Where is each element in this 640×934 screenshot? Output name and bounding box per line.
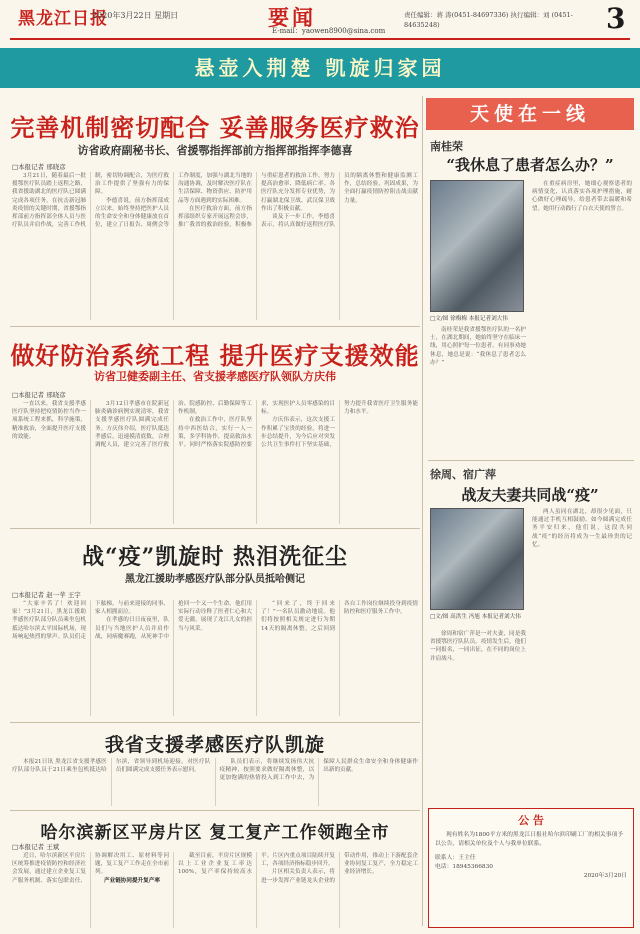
article1-byline: □本报记者 邢晓彦: [12, 163, 66, 171]
paragraph: 在重症病房里，她细心观察患者的病情变化，认真落实各项护理措施，耐心做好心理疏导，给患者带去温暖和希望。她用行动践行了白衣天使的誓言。: [532, 181, 632, 212]
paragraph: 一直以来，我省支援孝感医疗队坚持把疫情防控当作一项系统工程来抓，科学施策，精准救治，全面提升医疗支援的效能。: [12, 401, 86, 440]
paragraph: 南桂荣是我省援鄂医疗队的一名护士，在湖北期间，她始终坚守在临床一线，用心照护每一位患者。有同事劝她休息，她总是说：“我休息了患者怎么办？”: [430, 327, 526, 366]
section-divider: [428, 460, 634, 461]
paragraph: 截至目前，平房片区规模以上工业企业复工率达100%，复产率保持较高水平。片区内重点项目陆续开复工，各项经济指标稳步回升。: [178, 853, 335, 876]
paragraph: 近日，哈尔滨新区平房片区统筹推进疫情防控和经济社会发展，通过建立企业复工复产服务机制、落实包联责任、协调解决用工、原材料等问题，复工复产工作走在全市前列。: [12, 853, 169, 884]
notice-title: 公 告: [518, 814, 544, 827]
paragraph: 在救治工作中，医疗队坚持中西医结合，实行一人一策，多学科协作，提高救治水平。同时严格落实院感防控要求，实现医护人员零感染的目标。: [178, 401, 335, 449]
story2-caption: □文/图 高洪生 冯旭 本报记者刘大伟: [430, 614, 521, 620]
paragraph: 李德喜说，前方指挥部成立以来，始终坚持把医护人员的生命安全和身体健康放在首位，建立了日报告、周例会等工作制度，加强与湖北当地的沟通协调，及时解决医疗队在生活保障、物资供应、防护用品等方面遇到的实际困难。: [95, 173, 252, 229]
article2-byline: □本报记者 邢晓彦: [12, 391, 66, 399]
page-number: 3: [606, 2, 626, 35]
article1-subtitle: 访省政府副秘书长、省援鄂指挥部前方指挥部指挥李德喜: [77, 144, 353, 157]
paragraph: 徐周和宿广萍是一对夫妻，同是我省援鄂医疗队队员。疫情发生后，他们一同报名，一同出征，在不同的岗位上并肩战斗。: [430, 631, 526, 662]
article5-title: 哈尔滨新区平房片区 复工复产工作领跑全市: [40, 823, 390, 843]
article1-title: 完善机制密切配合 妥善服务医疗救治: [10, 113, 420, 142]
editor-credits: 责任编辑：蒋 涛(0451-84697336) 执行编辑：刘 (0451-84635248): [404, 11, 573, 29]
section-divider: [10, 326, 420, 327]
notice-body: 现有姓名为1800平方米的黑龙江日报社哈尔滨印刷工厂的相关事项予以公告，请相关单位及个人与我单位联系。: [435, 832, 624, 847]
story2-body-right: [532, 508, 632, 800]
section-divider: [10, 722, 420, 723]
issue-date: 2020年3月22日 星期日: [92, 11, 179, 20]
section-divider: [10, 810, 420, 811]
article5-body: [12, 852, 418, 928]
masthead: [0, 0, 640, 36]
story1-kicker: 南桂荣: [430, 140, 463, 153]
article3-byline: □本报记者 赵一苹 王宇: [12, 591, 81, 599]
column-rule: [422, 96, 423, 926]
article3-title: 战“疫”凯旋时 热泪洗征尘: [82, 544, 348, 570]
story1-title: “我休息了患者怎么办？”: [446, 156, 614, 174]
paragraph: 3月12日孝感市在院新冠肺炎确诊病例实现清零，我省支援孝感医疗队圆满完成任务。方庆伟介绍，医疗队抵达孝感后，迅速摸清底数，合理调配人员，建立完善了医疗救治、院感防控、后勤保障等工作机制。: [95, 401, 252, 449]
article4-title: 我省支援孝感医疗队凯旋: [104, 734, 325, 756]
story1-caption: □文/图 徐梅梅 本报记者刘大伟: [430, 316, 508, 322]
paragraph: “回来了，终于回来了！”一名队员激动地说。他们将按照相关规定进行为期14天的隔离休整，之后回到各自工作岗位继续投身到疫情防控和医疗服务工作中。: [261, 601, 418, 632]
story2-title: 战友夫妻共同战“疫”: [461, 486, 599, 504]
paragraph: 两人虽同在湖北，却很少见面，只能通过手机互相鼓励。如今圆满完成任务平安归来，他们说，这段共同战“疫”的经历将成为一生最珍贵的记忆。: [532, 509, 632, 548]
article2-subtitle: 访省卫健委副主任、省支援孝感医疗队领队方庆伟: [94, 370, 336, 383]
story2-kicker: 徐周、宿广萍: [430, 468, 496, 481]
banner-headline: 悬壶入荆楚 凯旋归家园: [194, 56, 446, 80]
paragraph: 片区相关负责人表示，将进一步发挥产业链龙头企业的带动作用，推动上下游配套企业协同复工复产，全力稳定工业经济增长。: [261, 853, 418, 884]
story1-body-right: [532, 180, 632, 456]
article4-body: [12, 758, 418, 806]
article3-subtitle: 黑龙江援助孝感医疗队部分队员抵哈侧记: [125, 574, 305, 585]
section-email: E-mail：yaowen8900@sina.com: [272, 27, 386, 35]
masthead-rule: [10, 38, 630, 40]
notice-phone: 电话：18945366830: [435, 864, 493, 870]
story1-body-left: [430, 326, 526, 456]
story2-body-left: [430, 630, 526, 800]
paragraph: 在医疗救治方面，前方指挥部组织专家开展远程会诊，推广我省的救治经验，积极参与重症患者的救治工作，努力提高治愈率、降低病亡率。各医疗队充分发挥专业优势，为打赢湖北保卫战、武汉保卫战作出了积极贡献。: [178, 173, 335, 229]
notice-date: 2020年3月20日: [583, 873, 627, 879]
sidebar-title: 天使在一线: [469, 103, 590, 125]
paragraph: 本报21日讯 黑龙江省支援孝感医疗队部分队员于21日乘坐包机抵达哈尔滨，省领导到机场迎接，对医疗队员们圆满完成支援任务表示慰问。: [12, 759, 211, 774]
article5-byline: □本报记者 王斌: [12, 843, 60, 851]
story1-photo: [430, 180, 524, 312]
section-title: 要闻: [268, 5, 316, 30]
paragraph: “大家辛苦了！欢迎回家！”3月21日，黑龙江援助孝感医疗队部分队员乘坐包机抵达哈尔滨太平国际机场，现场响起热烈的掌声。队员们走下舷梯，与前来迎接的同事、家人相拥而泣。: [12, 601, 169, 640]
paragraph: 谈及下一步工作，李德喜表示，将认真做好返程医疗队员的隔离休整和健康监测工作，总结经验，巩固成果，为全面打赢疫情防控阻击战贡献力量。: [261, 173, 418, 229]
paragraph: 3月21日，随着最后一批援鄂医疗队员踏上返程之路，我省援助湖北的医疗队已圆满完成各项任务。在抗击新冠肺炎疫情的关键时期，省援鄂指挥部前方指挥部全体人员与医疗队员并肩作战，完善工作机制，密切协调配合，为医疗救治工作提供了坚强有力的保障。: [12, 173, 169, 229]
notice-box: [428, 808, 634, 928]
article2-body: [12, 400, 418, 524]
newspaper-logo: 黑龙江日报: [18, 9, 108, 29]
article2-title: 做好防治系统工程 提升医疗支援效能: [10, 341, 420, 370]
paragraph: 在孝感的日日夜夜里，队员们与当地医护人员并肩作战，同病魔赛跑，从死神手中抢回一个又一个生命。他们用实际行动诠释了医者仁心和大爱无疆，展现了龙江儿女的担当与风采。: [95, 601, 252, 640]
article1-body: [12, 172, 418, 320]
paragraph: 方庆伟表示，这次支援工作积累了宝贵的经验，将进一步总结提升，为今后应对突发公共卫生事件打下坚实基础，努力提升我省医疗卫生服务能力和水平。: [261, 401, 418, 449]
notice-contact: 联系人：王主任: [435, 855, 476, 861]
article3-body: [12, 600, 418, 716]
subhead: 产业链协同提升复产率: [104, 877, 160, 884]
section-divider: [10, 528, 420, 529]
paragraph: 队员们表示，将继续发扬伟大抗疫精神，按照要求做好隔离休整，以更加饱满的热情投入到工作中去，为保障人民群众生命安全和身体健康作出新的贡献。: [219, 759, 418, 782]
story2-photo: [430, 508, 524, 610]
